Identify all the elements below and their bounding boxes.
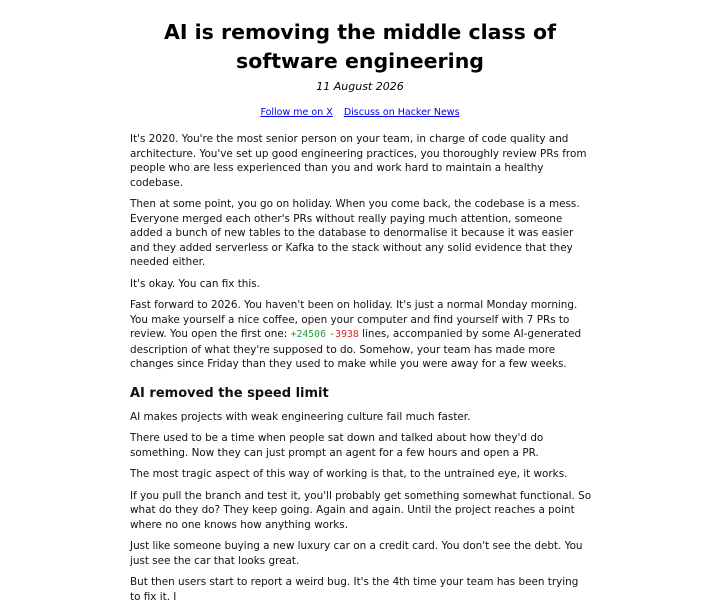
page-title: AI is removing the middle class of software engineering (163, 20, 557, 73)
lines-added-count: +24506 (290, 329, 326, 340)
paragraph (130, 298, 592, 372)
article-header (0, 0, 720, 118)
paragraph: If you pull the branch and test it, you'll probably get something somewhat functional. So what do they do? They keep going. Again and again. Until the project reaches a point where no one knows how anything works. (130, 489, 592, 531)
header-links (0, 107, 720, 118)
paragraph: There used to be a time when people sat down and talked about how they'd do something. Now they can just prompt an agent for a few hours and open a PR. (130, 432, 544, 459)
paragraph-text: lines, accompanied by some AI-generated description of what they're supposed to do. Somehow, your team has made more changes since Friday than they used to make while you were away for a few weeks. (130, 328, 582, 370)
follow-on-x-link[interactable]: Follow me on X (260, 107, 333, 118)
paragraph: The most tragic aspect of this way of working is that, to the untrained eye, it works. (130, 468, 568, 480)
section-heading: AI removed the speed limit (130, 385, 329, 401)
publish-date: 11 August 2026 (316, 80, 404, 93)
paragraph: Then at some point, you go on holiday. When you come back, the codebase is a mess. Everyone merged each other's PRs without really paying much attention, someone added a bunch of new tables to the database to denormalise it because it was easier and they added serverless or Kafka to the stack without any solid evidence that they needed either. (130, 198, 580, 268)
lines-removed-count: -3938 (329, 329, 359, 340)
paragraph: Just like someone buying a new luxury car on a credit card. You don't see the debt. You just see the car that looks great. (130, 540, 583, 567)
paragraph-text: Fast forward to 2026. You haven't been on holiday. It's just a normal Monday morning. You make yourself a nice coffee, open your computer and find yourself with 7 PRs to review. You open the first one: (130, 299, 578, 340)
paragraph: It's 2020. You're the most senior person on your team, in charge of code quality and architecture. You've set up good engineering practices, you thoroughly review PRs from people who are less experienced than you and work hard to maintain a healthy codebase. (130, 133, 587, 189)
article-body (130, 132, 592, 604)
discuss-hacker-news-link[interactable]: Discuss on Hacker News (343, 107, 460, 118)
paragraph: AI makes projects with weak engineering culture fail much faster. (130, 410, 471, 423)
paragraph: It's okay. You can fix this. (130, 277, 260, 290)
paragraph: But then users start to report a weird bug. It's the 4th time your team has been trying to fix it. I (130, 576, 579, 603)
